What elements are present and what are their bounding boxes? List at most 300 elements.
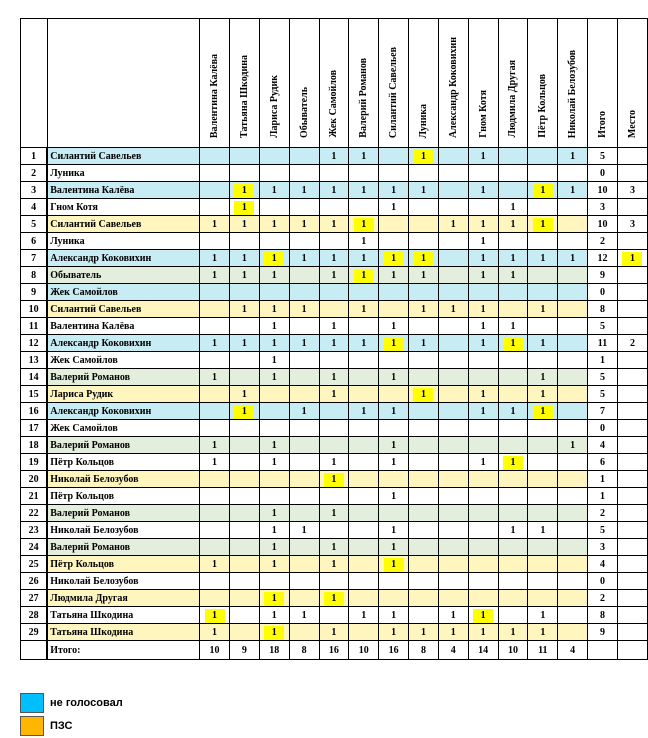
header-column-label: Силантий Савельев (388, 46, 400, 138)
vote-cell (498, 335, 528, 352)
row-name: Валентина Калёва (47, 318, 199, 335)
vote-cell (200, 199, 230, 216)
footer-total: 4 (438, 641, 468, 660)
row-number: 25 (21, 556, 48, 573)
vote-cell (379, 420, 409, 437)
vote-cell (438, 403, 468, 420)
row-name: Александр Коковихин (47, 250, 199, 267)
header-column (379, 19, 409, 148)
header-column (349, 19, 379, 148)
row-total: 2 (588, 233, 618, 250)
legend-swatch-orange (20, 716, 44, 736)
row-place (617, 590, 647, 607)
vote-cell (259, 420, 289, 437)
vote-cell (498, 420, 528, 437)
vote-cell: 1 (259, 607, 289, 624)
voting-table (20, 18, 648, 660)
row-total: 1 (588, 471, 618, 488)
vote-cell: 1 (200, 624, 230, 641)
vote-cell (349, 522, 379, 539)
vote-cell: 1 (289, 607, 319, 624)
table-row (21, 488, 648, 505)
row-name: Лариса Рудик (47, 386, 199, 403)
footer-total: 10 (200, 641, 230, 660)
row-name: Луника (47, 233, 199, 250)
vote-cell (558, 556, 588, 573)
table-row (21, 369, 648, 386)
vote-cell (498, 556, 528, 573)
vote-cell: 1 (379, 437, 409, 454)
header-column (200, 19, 230, 148)
row-name: Гном Котя (47, 199, 199, 216)
vote-cell: 1 (438, 216, 468, 233)
vote-cell (289, 352, 319, 369)
row-total: 12 (588, 250, 618, 267)
header-column-label: Луника (417, 103, 429, 138)
vote-cell (379, 250, 409, 267)
row-name: Обыватель (47, 267, 199, 284)
row-place (617, 233, 647, 250)
vote-cell: 1 (349, 250, 379, 267)
vote-cell: 1 (229, 301, 259, 318)
vote-cell: 1 (468, 182, 498, 199)
total-header (588, 19, 618, 148)
header-column-label: Жек Самойлов (328, 70, 340, 138)
table-row (21, 624, 648, 641)
vote-cell (319, 301, 349, 318)
vote-cell (558, 607, 588, 624)
vote-cell: 1 (259, 369, 289, 386)
row-place (617, 250, 647, 267)
vote-cell (259, 165, 289, 182)
vote-cell: 1 (319, 386, 349, 403)
vote-cell: 1 (528, 624, 558, 641)
vote-cell (200, 471, 230, 488)
vote-cell (438, 437, 468, 454)
footer-spacer (21, 641, 48, 660)
row-total: 2 (588, 590, 618, 607)
vote-cell (558, 403, 588, 420)
vote-cell: 1 (289, 522, 319, 539)
vote-cell (349, 216, 379, 233)
row-name: Жек Самойлов (47, 420, 199, 437)
row-number: 10 (21, 301, 48, 318)
vote-cell (289, 488, 319, 505)
vote-cell (409, 539, 439, 556)
vote-cell (528, 471, 558, 488)
row-total: 0 (588, 573, 618, 590)
vote-cell (409, 471, 439, 488)
vote-cell: 1 (319, 216, 349, 233)
vote-cell (319, 522, 349, 539)
table-row (21, 539, 648, 556)
footer-total: 16 (379, 641, 409, 660)
vote-cell (498, 301, 528, 318)
highlighted-vote: 1 (503, 456, 523, 470)
row-name: Силантий Савельев (47, 216, 199, 233)
row-name: Татьяна Шкодина (47, 624, 199, 641)
vote-cell: 1 (409, 267, 439, 284)
vote-cell (528, 165, 558, 182)
vote-cell (259, 573, 289, 590)
header-column (259, 19, 289, 148)
vote-cell (409, 318, 439, 335)
vote-cell (438, 369, 468, 386)
vote-cell: 1 (379, 369, 409, 386)
vote-cell (409, 250, 439, 267)
row-place (617, 318, 647, 335)
legend-item-not-voted (20, 693, 123, 713)
vote-cell: 1 (349, 301, 379, 318)
row-name: Валентина Калёва (47, 182, 199, 199)
header-column-label: Александр Коковихин (447, 36, 459, 138)
vote-cell (229, 539, 259, 556)
table-row (21, 182, 648, 199)
row-name: Луника (47, 165, 199, 182)
highlighted-vote: 1 (413, 388, 433, 402)
vote-cell (409, 148, 439, 165)
vote-cell (558, 386, 588, 403)
vote-cell (229, 437, 259, 454)
legend-label: не голосовал (50, 697, 123, 709)
vote-cell: 1 (468, 267, 498, 284)
row-number: 19 (21, 454, 48, 471)
vote-cell: 1 (319, 624, 349, 641)
vote-cell: 1 (349, 233, 379, 250)
vote-cell: 1 (558, 182, 588, 199)
row-place (617, 522, 647, 539)
vote-cell (289, 624, 319, 641)
row-total: 4 (588, 556, 618, 573)
vote-cell (498, 573, 528, 590)
footer-empty (617, 641, 647, 660)
vote-cell (379, 505, 409, 522)
highlighted-vote: 1 (324, 473, 344, 487)
vote-cell (229, 624, 259, 641)
vote-cell (379, 165, 409, 182)
vote-cell (229, 352, 259, 369)
vote-cell (528, 454, 558, 471)
footer-total: 11 (528, 641, 558, 660)
row-number: 5 (21, 216, 48, 233)
vote-cell (200, 233, 230, 250)
vote-cell (409, 420, 439, 437)
row-total: 11 (588, 335, 618, 352)
vote-cell (349, 284, 379, 301)
vote-cell (379, 556, 409, 573)
vote-cell (289, 148, 319, 165)
vote-cell (319, 607, 349, 624)
footer-total: 4 (558, 641, 588, 660)
vote-cell (289, 573, 319, 590)
vote-cell (379, 573, 409, 590)
vote-cell (558, 216, 588, 233)
vote-cell: 1 (379, 488, 409, 505)
header-column-label: Гном Котя (477, 90, 489, 138)
vote-cell: 1 (379, 607, 409, 624)
highlighted-vote: 1 (264, 252, 284, 266)
highlighted-vote: 1 (205, 609, 225, 623)
vote-cell (558, 624, 588, 641)
vote-cell (558, 488, 588, 505)
header-column-label: Пётр Кольцов (537, 74, 549, 138)
row-total: 8 (588, 607, 618, 624)
vote-cell (349, 590, 379, 607)
vote-cell (409, 284, 439, 301)
vote-cell: 1 (528, 369, 558, 386)
header-column-label: Валерий Романов (358, 58, 370, 138)
vote-cell (200, 607, 230, 624)
vote-cell (498, 505, 528, 522)
vote-cell (349, 369, 379, 386)
table-row (21, 590, 648, 607)
vote-cell (468, 573, 498, 590)
vote-cell (528, 505, 558, 522)
vote-cell: 1 (438, 607, 468, 624)
row-place (617, 437, 647, 454)
row-total: 5 (588, 386, 618, 403)
vote-cell (468, 607, 498, 624)
vote-cell: 1 (259, 216, 289, 233)
vote-cell (438, 284, 468, 301)
vote-cell (319, 420, 349, 437)
vote-cell (558, 573, 588, 590)
vote-cell (409, 488, 439, 505)
row-total: 5 (588, 148, 618, 165)
vote-cell (558, 420, 588, 437)
vote-cell: 1 (289, 182, 319, 199)
row-place (617, 369, 647, 386)
vote-cell (498, 165, 528, 182)
row-place (617, 573, 647, 590)
vote-cell: 1 (229, 250, 259, 267)
vote-cell: 1 (200, 250, 230, 267)
highlighted-vote: 1 (234, 405, 254, 419)
header-column (438, 19, 468, 148)
row-name: Пётр Кольцов (47, 454, 199, 471)
row-place (617, 199, 647, 216)
vote-cell: 1 (259, 267, 289, 284)
vote-cell (319, 590, 349, 607)
vote-cell: 1 (319, 318, 349, 335)
vote-cell (438, 182, 468, 199)
row-name: Валерий Романов (47, 437, 199, 454)
vote-cell (438, 420, 468, 437)
vote-cell (409, 233, 439, 250)
highlighted-vote: 1 (533, 218, 553, 232)
vote-cell (379, 148, 409, 165)
vote-cell: 1 (200, 556, 230, 573)
vote-cell: 1 (200, 437, 230, 454)
vote-cell: 1 (498, 403, 528, 420)
row-number: 28 (21, 607, 48, 624)
vote-cell (259, 386, 289, 403)
vote-cell (528, 488, 558, 505)
row-name: Жек Самойлов (47, 284, 199, 301)
vote-cell (528, 420, 558, 437)
row-number: 16 (21, 403, 48, 420)
vote-cell (229, 369, 259, 386)
vote-cell (259, 284, 289, 301)
vote-cell (200, 352, 230, 369)
vote-cell: 1 (498, 522, 528, 539)
vote-cell: 1 (319, 556, 349, 573)
row-place (617, 301, 647, 318)
row-number: 6 (21, 233, 48, 250)
vote-cell: 1 (528, 301, 558, 318)
vote-cell (409, 199, 439, 216)
row-number: 17 (21, 420, 48, 437)
vote-cell (498, 369, 528, 386)
vote-cell: 1 (200, 454, 230, 471)
vote-cell (349, 165, 379, 182)
table-row (21, 437, 648, 454)
vote-cell (528, 233, 558, 250)
vote-cell (558, 352, 588, 369)
row-number: 23 (21, 522, 48, 539)
vote-cell (558, 590, 588, 607)
vote-cell: 1 (259, 352, 289, 369)
vote-cell: 1 (528, 250, 558, 267)
row-place (617, 403, 647, 420)
vote-cell: 1 (319, 539, 349, 556)
vote-cell (468, 420, 498, 437)
table-row (21, 318, 648, 335)
vote-cell: 1 (319, 505, 349, 522)
vote-cell (379, 301, 409, 318)
vote-cell (259, 590, 289, 607)
footer-label: Итого: (47, 641, 199, 660)
footer-total: 8 (289, 641, 319, 660)
row-place: 2 (617, 335, 647, 352)
vote-cell (289, 267, 319, 284)
row-number: 13 (21, 352, 48, 369)
vote-cell (498, 437, 528, 454)
vote-cell (200, 403, 230, 420)
row-place (617, 148, 647, 165)
header-row (21, 19, 648, 148)
vote-cell (438, 454, 468, 471)
vote-cell (349, 573, 379, 590)
vote-cell (468, 369, 498, 386)
vote-cell (259, 233, 289, 250)
vote-cell (379, 471, 409, 488)
vote-cell (229, 165, 259, 182)
vote-cell (229, 148, 259, 165)
vote-cell (438, 590, 468, 607)
vote-cell (229, 556, 259, 573)
legend-label: ПЗС (50, 720, 73, 732)
vote-cell: 1 (200, 267, 230, 284)
vote-cell (438, 318, 468, 335)
vote-cell (409, 607, 439, 624)
table-row (21, 386, 648, 403)
vote-cell (498, 284, 528, 301)
vote-cell: 1 (259, 182, 289, 199)
header-column-label: Обыватель (298, 87, 310, 138)
row-total: 9 (588, 624, 618, 641)
row-place (617, 539, 647, 556)
vote-cell (409, 454, 439, 471)
row-number: 7 (21, 250, 48, 267)
row-name: Валерий Романов (47, 505, 199, 522)
row-place (617, 165, 647, 182)
highlighted-vote: 1 (234, 184, 254, 198)
vote-cell (200, 165, 230, 182)
vote-cell: 1 (259, 437, 289, 454)
vote-cell (438, 267, 468, 284)
vote-cell (558, 335, 588, 352)
header-column (468, 19, 498, 148)
row-number: 24 (21, 539, 48, 556)
vote-cell: 1 (379, 318, 409, 335)
vote-cell (349, 267, 379, 284)
vote-cell (498, 233, 528, 250)
vote-cell: 1 (379, 624, 409, 641)
vote-cell: 1 (468, 403, 498, 420)
vote-cell (409, 386, 439, 403)
highlighted-vote: 1 (533, 405, 553, 419)
header-column-label: Итого (597, 111, 609, 138)
table-row (21, 607, 648, 624)
row-number: 21 (21, 488, 48, 505)
vote-cell: 1 (438, 301, 468, 318)
table-row (21, 352, 648, 369)
vote-cell: 1 (259, 539, 289, 556)
vote-cell (528, 403, 558, 420)
table-row (21, 301, 648, 318)
highlighted-vote: 1 (234, 201, 254, 215)
vote-cell: 1 (319, 250, 349, 267)
vote-cell (229, 318, 259, 335)
vote-cell (259, 199, 289, 216)
vote-cell (200, 488, 230, 505)
vote-cell (349, 199, 379, 216)
vote-cell (558, 233, 588, 250)
row-number: 1 (21, 148, 48, 165)
vote-cell (349, 352, 379, 369)
vote-cell (379, 386, 409, 403)
vote-cell (528, 267, 558, 284)
vote-cell: 1 (379, 454, 409, 471)
footer-row (21, 641, 648, 660)
vote-cell (259, 403, 289, 420)
vote-cell (438, 199, 468, 216)
legend-swatch-cyan (20, 693, 44, 713)
vote-cell: 1 (229, 335, 259, 352)
table-row (21, 165, 648, 182)
vote-cell: 1 (528, 386, 558, 403)
vote-cell (468, 505, 498, 522)
header-column (528, 19, 558, 148)
vote-cell (409, 437, 439, 454)
vote-cell (200, 386, 230, 403)
vote-cell (349, 318, 379, 335)
vote-cell (498, 607, 528, 624)
header-number (21, 19, 48, 148)
vote-cell (349, 471, 379, 488)
vote-cell (468, 522, 498, 539)
vote-cell: 1 (289, 250, 319, 267)
row-name: Пётр Кольцов (47, 556, 199, 573)
row-number: 9 (21, 284, 48, 301)
vote-cell (349, 539, 379, 556)
row-place (617, 454, 647, 471)
vote-cell: 1 (349, 335, 379, 352)
row-total: 10 (588, 216, 618, 233)
highlighted-vote: 1 (384, 558, 404, 572)
vote-cell: 1 (468, 216, 498, 233)
